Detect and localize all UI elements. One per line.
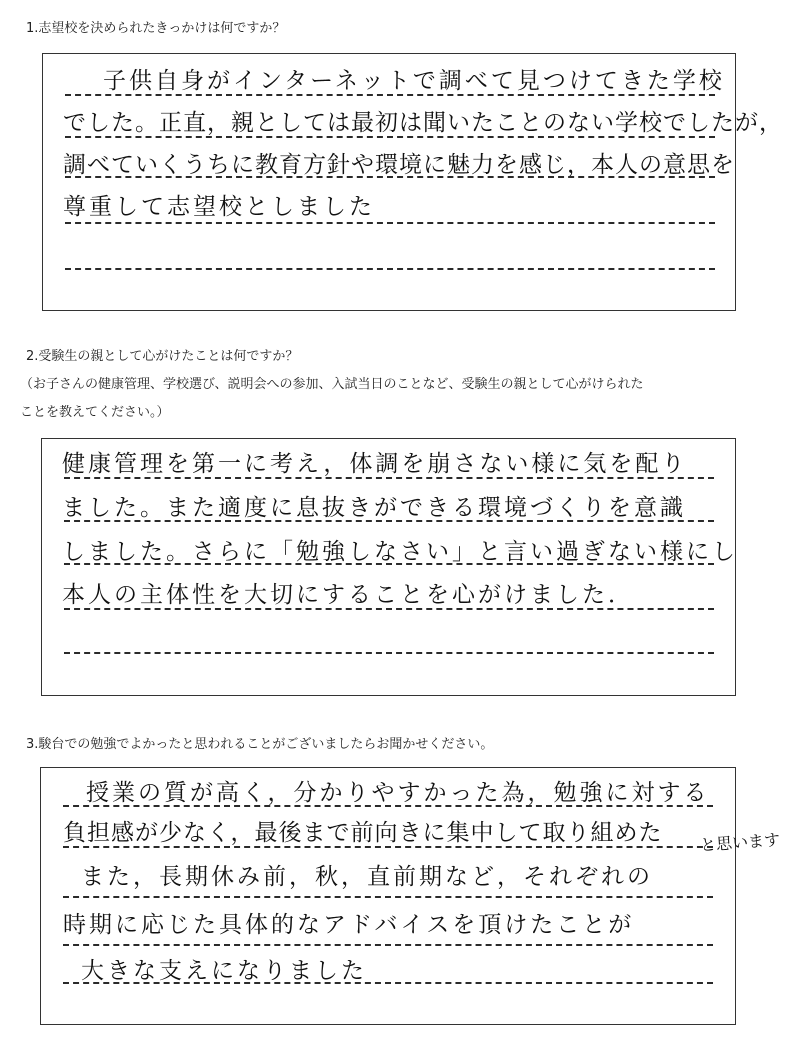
answer-line: 本人の主体性を大切にすることを心がけました．	[62, 582, 634, 608]
question-number: 3.	[26, 737, 39, 752]
ruled-line	[63, 846, 713, 848]
ruled-line	[64, 563, 714, 565]
answer-line: 授業の質が高く，分かりやすかった為，勉強に対する	[86, 780, 710, 806]
answer-line: しました。さらに「勉強しなさい」と言い過ぎない様にし	[62, 539, 738, 565]
margin-annotation: と思います	[699, 830, 781, 855]
answer-box-2	[41, 438, 736, 696]
answer-line: ました。また適度に息抜きができる環境づくりを意識	[62, 495, 686, 521]
ruled-line	[64, 477, 714, 479]
answer-box-3	[40, 767, 736, 1025]
question-2-note-line-2: ことを教えてください。）	[20, 405, 170, 420]
question-2-prompt	[26, 346, 298, 368]
ruled-line	[63, 944, 713, 946]
question-1-prompt	[26, 18, 285, 40]
answer-line: でした。正直，親としては最初は聞いたことのない学校でしたが，	[63, 110, 783, 136]
ruled-line	[65, 268, 715, 270]
answer-line: 子供自身がインターネットで調べて見つけてきた学校	[103, 68, 725, 94]
ruled-line	[64, 608, 714, 610]
answer-line: また，長期休み前，秋，直前期など，それぞれの	[81, 864, 653, 890]
question-text: 受験生の親として心がけたことは何ですか？	[38, 349, 299, 364]
ruled-line	[64, 520, 714, 522]
answer-line: 時期に応じた具体的なアドバイスを頂けたことが	[63, 912, 635, 938]
question-number: 1.	[26, 21, 39, 36]
answer-line: 尊重して志望校としました	[63, 194, 375, 220]
question-text: 志望校を決められたきっかけは何ですか？	[38, 21, 286, 36]
answer-line: 大きな支えになりました	[81, 958, 367, 984]
ruled-line	[65, 222, 715, 224]
answer-line: 調べていくうちに教育方針や環境に魅力を感じ，本人の意思を	[63, 152, 735, 178]
answer-line: 負担感が少なく，最後まで前向きに集中して取り組めた	[63, 820, 663, 846]
ruled-line	[63, 805, 713, 807]
answer-box-1	[42, 53, 783, 311]
ruled-line	[65, 176, 715, 178]
question-2-note-line-1: （お子さんの健康管理、学校選び、説明会への参加、入試当日のことなど、受験生の親として心がけられた	[20, 377, 644, 392]
answer-line: 健康管理を第一に考え，体調を崩さない様に気を配り	[62, 451, 688, 477]
ruled-line	[63, 896, 713, 898]
ruled-line	[63, 982, 713, 984]
ruled-line	[65, 94, 715, 96]
ruled-line	[64, 652, 714, 654]
question-3-prompt	[26, 734, 493, 756]
question-text: 駿台での勉強でよかったと思われることがございましたらお聞かせください。	[38, 737, 494, 752]
question-number: 2.	[26, 349, 39, 364]
ruled-line	[65, 136, 715, 138]
